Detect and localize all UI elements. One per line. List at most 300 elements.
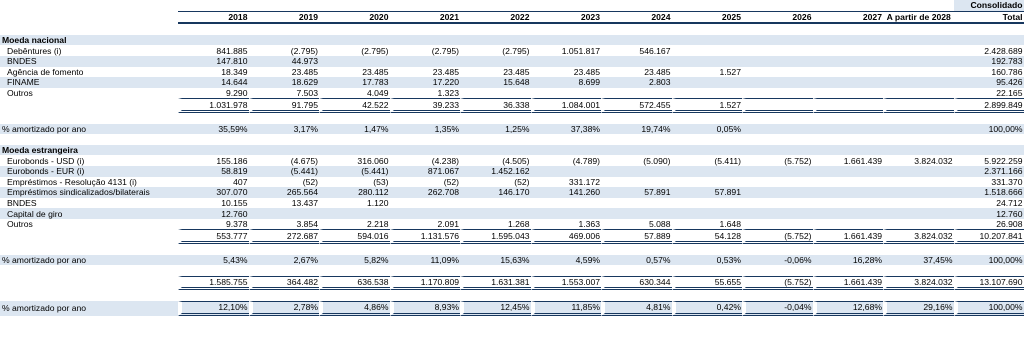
- percent-label: % amortizado por ano: [0, 301, 178, 316]
- value-cell: [813, 208, 884, 219]
- value-cell: [601, 208, 672, 219]
- subtotal-cell: 10.207.841: [954, 229, 1024, 244]
- value-cell: (2.795): [290, 45, 318, 56]
- value-cell: (4.238): [431, 155, 459, 166]
- empty-cell: [390, 113, 461, 124]
- value-cell: [531, 208, 602, 219]
- value-cell: (5.752): [784, 155, 812, 166]
- empty-cell: [883, 0, 954, 11]
- value-cell: [319, 56, 390, 67]
- value-cell: [742, 67, 813, 78]
- empty-cell: [601, 113, 672, 124]
- percent-cell: 100,00%: [954, 255, 1024, 266]
- empty-cell: [672, 265, 743, 276]
- year-header: 2027: [813, 11, 884, 25]
- value-cell: (4.505): [502, 155, 530, 166]
- empty-cell: [531, 0, 602, 11]
- empty-cell: [390, 134, 461, 145]
- value-cell: 23.485: [291, 66, 318, 77]
- empty-cell: [601, 134, 672, 145]
- empty-cell: [813, 290, 884, 301]
- empty-cell: [460, 145, 531, 156]
- percent-cell: 1,47%: [319, 124, 390, 135]
- empty-cell: [460, 244, 531, 255]
- percent-cell: 15,63%: [460, 255, 531, 266]
- consolidado-row: [0, 0, 1024, 11]
- year-header-row: [0, 11, 1024, 25]
- empty-cell: [460, 24, 531, 35]
- value-cell: 95.426: [954, 77, 1024, 88]
- subtotal-cell: 1.131.576: [390, 229, 461, 244]
- percent-cell: 5,82%: [319, 255, 390, 266]
- value-cell: [601, 166, 672, 177]
- value-cell: [742, 177, 813, 188]
- percent-cell: 2,78%: [249, 301, 320, 316]
- percent-label: % amortizado por ano: [0, 124, 178, 135]
- value-cell: 2.803: [601, 77, 672, 88]
- empty-cell: [742, 265, 813, 276]
- grand-total-cell: 1.170.809: [390, 276, 461, 291]
- value-cell: [531, 88, 602, 99]
- grand-total-cell: 1.631.381: [460, 276, 531, 291]
- empty-cell: [319, 244, 390, 255]
- value-cell: 1.120: [366, 197, 389, 208]
- spacer-row: [0, 134, 1024, 145]
- subtotal-cell: 272.687: [249, 229, 320, 244]
- subtotal-row: [0, 98, 1024, 113]
- subtotal-cell: 594.016: [319, 229, 390, 244]
- value-cell: 2.371.166: [954, 166, 1024, 177]
- value-cell: 4.049: [366, 88, 389, 99]
- data-row: [0, 88, 1024, 99]
- empty-cell: [672, 113, 743, 124]
- percent-cell: -0,04%: [742, 301, 813, 316]
- value-cell: [390, 198, 461, 209]
- empty-cell: [319, 24, 390, 35]
- data-row: [0, 166, 1024, 177]
- empty-cell: [178, 24, 249, 35]
- subtotal-cell: 572.455: [601, 98, 672, 113]
- empty-cell: [390, 145, 461, 156]
- row-label: Debêntures (i): [7, 45, 62, 56]
- value-cell: 1.268: [507, 219, 530, 230]
- data-row: [0, 208, 1024, 219]
- value-cell: [883, 56, 954, 67]
- value-cell: [742, 77, 813, 88]
- empty-cell: [319, 145, 390, 156]
- subtotal-cell: [813, 98, 884, 113]
- value-cell: [672, 166, 743, 177]
- percent-cell: 4,86%: [319, 301, 390, 316]
- empty-cell: [178, 113, 249, 124]
- percent-cell: 12,68%: [813, 301, 884, 316]
- empty-cell: [460, 113, 531, 124]
- empty-cell: [460, 134, 531, 145]
- year-header: 2020: [319, 11, 390, 25]
- empty-cell: [390, 35, 461, 46]
- value-cell: [742, 166, 813, 177]
- empty-cell: [178, 35, 249, 46]
- value-cell: 57.891: [601, 187, 672, 198]
- value-cell: 192.783: [954, 56, 1024, 67]
- empty-cell: [178, 145, 249, 156]
- value-cell: 17.783: [319, 77, 390, 88]
- value-cell: 44.973: [249, 56, 320, 67]
- empty-cell: [531, 290, 602, 301]
- data-row: [0, 56, 1024, 67]
- spacer-row: [0, 265, 1024, 276]
- empty-cell: [249, 290, 320, 301]
- empty-cell: [601, 265, 672, 276]
- subtotal-row: [0, 229, 1024, 244]
- value-cell: 26.908: [996, 219, 1023, 230]
- empty-cell: [672, 290, 743, 301]
- value-cell: 2.428.689: [984, 45, 1023, 56]
- value-cell: [813, 166, 884, 177]
- empty-cell: [954, 290, 1024, 301]
- data-row: [0, 45, 1024, 56]
- subtotal-cell: 54.128: [672, 229, 743, 244]
- empty-cell: [390, 265, 461, 276]
- subtotal-cell: 3.824.032: [883, 229, 954, 244]
- empty-cell: [601, 0, 672, 11]
- value-cell: [672, 208, 743, 219]
- empty-cell: [531, 145, 602, 156]
- subtotal-cell: 1.031.978: [178, 98, 249, 113]
- value-cell: [672, 88, 743, 99]
- value-cell: (2.795): [502, 45, 530, 56]
- value-cell: 24.712: [996, 197, 1023, 208]
- percent-cell: 3,17%: [249, 124, 320, 135]
- value-cell: 14.644: [178, 77, 249, 88]
- value-cell: [672, 198, 743, 209]
- value-cell: 12.760: [954, 208, 1024, 219]
- percent-cell: 35,59%: [178, 124, 249, 135]
- row-label: Empréstimos sindicalizados/bilaterais: [0, 187, 178, 198]
- empty-cell: [742, 113, 813, 124]
- empty-cell: [319, 35, 390, 46]
- empty-cell: [742, 290, 813, 301]
- value-cell: (5.090): [643, 155, 671, 166]
- value-cell: [813, 56, 884, 67]
- row-label: Agência de fomento: [7, 66, 84, 77]
- value-cell: 1.518.666: [954, 187, 1024, 198]
- value-cell: [742, 45, 813, 56]
- percent-cell: 100,00%: [954, 301, 1024, 316]
- value-cell: 1.661.439: [843, 155, 882, 166]
- empty-cell: [390, 290, 461, 301]
- value-cell: 160.786: [991, 66, 1023, 77]
- value-cell: 546.167: [639, 45, 671, 56]
- value-cell: 5.088: [648, 219, 671, 230]
- empty-cell: [601, 244, 672, 255]
- value-cell: [883, 45, 954, 56]
- percent-row: [0, 255, 1024, 266]
- percent-cell: 12,10%: [178, 301, 249, 316]
- value-cell: 8.699: [531, 77, 602, 88]
- value-cell: [883, 208, 954, 219]
- percent-cell: 100,00%: [954, 124, 1024, 135]
- value-cell: [813, 77, 884, 88]
- subtotal-cell: 39.233: [390, 98, 461, 113]
- value-cell: [460, 208, 531, 219]
- subtotal-cell: 1.595.043: [460, 229, 531, 244]
- value-cell: [813, 219, 884, 230]
- subtotal-cell: [742, 98, 813, 113]
- row-label: FINAME: [0, 77, 178, 88]
- empty-cell: [954, 35, 1024, 46]
- value-cell: 57.891: [672, 187, 743, 198]
- empty-cell: [249, 0, 320, 11]
- row-label: Eurobonds - EUR (i): [0, 166, 178, 177]
- empty-cell: [672, 134, 743, 145]
- empty-cell: [601, 145, 672, 156]
- value-cell: 9.378: [225, 219, 248, 230]
- value-cell: [531, 56, 602, 67]
- value-cell: (4.675): [290, 155, 318, 166]
- value-cell: 23.485: [503, 66, 530, 77]
- subtotal-cell: 42.522: [319, 98, 390, 113]
- value-cell: (5.441): [319, 166, 390, 177]
- empty-cell: [883, 244, 954, 255]
- empty-cell: [672, 35, 743, 46]
- empty-cell: [0, 113, 178, 124]
- grand-total-cell: 3.824.032: [883, 276, 954, 291]
- value-cell: 3.824.032: [914, 155, 953, 166]
- value-cell: [883, 187, 954, 198]
- value-cell: [813, 67, 884, 78]
- value-cell: 280.112: [319, 187, 390, 198]
- value-cell: [460, 88, 531, 99]
- value-cell: [531, 166, 602, 177]
- value-cell: [742, 56, 813, 67]
- percent-cell: 29,16%: [883, 301, 954, 316]
- empty-cell: [0, 11, 178, 25]
- empty-cell: [0, 0, 178, 11]
- year-header: 2022: [460, 11, 531, 25]
- section-heading-row: [0, 35, 1024, 46]
- grand-total-cell: 636.538: [319, 276, 390, 291]
- row-label: BNDES: [7, 197, 37, 208]
- value-cell: [672, 56, 743, 67]
- value-cell: 2.091: [437, 219, 459, 230]
- year-header: A partir de 2028: [883, 11, 954, 25]
- empty-cell: [742, 134, 813, 145]
- empty-cell: [390, 24, 461, 35]
- value-cell: 18.349: [221, 66, 248, 77]
- empty-cell: [0, 290, 178, 301]
- value-cell: [531, 198, 602, 209]
- percent-cell: 37,45%: [883, 255, 954, 266]
- year-header: 2023: [531, 11, 602, 25]
- value-cell: [883, 219, 954, 230]
- row-label: BNDES: [0, 56, 178, 67]
- value-cell: (5.411): [714, 155, 741, 166]
- spacer-row: [0, 244, 1024, 255]
- empty-cell: [531, 113, 602, 124]
- row-label: Eurobonds - USD (i): [7, 155, 85, 166]
- empty-cell: [460, 35, 531, 46]
- subtotal-label: [0, 98, 178, 113]
- value-cell: 23.485: [573, 66, 600, 77]
- value-cell: [672, 77, 743, 88]
- percent-cell: -0,06%: [742, 255, 813, 266]
- value-cell: 841.885: [216, 45, 248, 56]
- empty-cell: [319, 134, 390, 145]
- percent-cell: 0,42%: [672, 301, 743, 316]
- grand-total-cell: 1.553.007: [531, 276, 602, 291]
- value-cell: (5.441): [249, 166, 320, 177]
- subtotal-cell: 469.006: [531, 229, 602, 244]
- empty-cell: [954, 265, 1024, 276]
- value-cell: [813, 187, 884, 198]
- value-cell: [319, 208, 390, 219]
- value-cell: 141.260: [531, 187, 602, 198]
- value-cell: 23.485: [432, 66, 459, 77]
- empty-cell: [883, 113, 954, 124]
- value-cell: 1.051.817: [561, 45, 600, 56]
- empty-cell: [249, 35, 320, 46]
- empty-cell: [0, 244, 178, 255]
- value-cell: [672, 45, 743, 56]
- value-cell: (4.789): [572, 155, 600, 166]
- value-cell: 147.810: [178, 56, 249, 67]
- empty-cell: [460, 0, 531, 11]
- percent-cell: 12,45%: [460, 301, 531, 316]
- percent-cell: 1,25%: [460, 124, 531, 135]
- value-cell: (2.795): [361, 45, 389, 56]
- percent-cell: [813, 124, 884, 135]
- empty-cell: [319, 290, 390, 301]
- value-cell: (52): [514, 176, 530, 187]
- grand-total-cell: 630.344: [601, 276, 672, 291]
- empty-cell: [742, 35, 813, 46]
- subtotal-cell: (5.752): [742, 229, 813, 244]
- subtotal-cell: 2.899.849: [954, 98, 1024, 113]
- percent-cell: 4,81%: [601, 301, 672, 316]
- grand-total-label: [0, 276, 178, 291]
- value-cell: [601, 177, 672, 188]
- value-cell: 15.648: [460, 77, 531, 88]
- value-cell: [601, 198, 672, 209]
- value-cell: 18.629: [249, 77, 320, 88]
- empty-cell: [531, 24, 602, 35]
- value-cell: 307.070: [178, 187, 249, 198]
- value-cell: [460, 198, 531, 209]
- empty-cell: [178, 0, 249, 11]
- data-row: [0, 187, 1024, 198]
- year-header: Total: [954, 11, 1024, 25]
- value-cell: [813, 88, 884, 99]
- empty-cell: [954, 113, 1024, 124]
- empty-cell: [319, 265, 390, 276]
- empty-cell: [249, 134, 320, 145]
- empty-cell: [249, 265, 320, 276]
- value-cell: 3.854: [296, 219, 318, 230]
- value-cell: [672, 177, 743, 188]
- value-cell: 1.323: [437, 88, 459, 99]
- section-heading: Moeda estrangeira: [0, 145, 178, 156]
- percent-cell: [742, 124, 813, 135]
- year-header: 2018: [178, 11, 249, 25]
- data-row: [0, 198, 1024, 209]
- empty-cell: [0, 134, 178, 145]
- value-cell: [742, 198, 813, 209]
- subtotal-cell: 91.795: [249, 98, 320, 113]
- spacer-row: [0, 290, 1024, 301]
- empty-cell: [813, 0, 884, 11]
- value-cell: [742, 187, 813, 198]
- data-row: [0, 219, 1024, 230]
- empty-cell: [390, 244, 461, 255]
- empty-cell: [672, 24, 743, 35]
- empty-cell: [531, 134, 602, 145]
- section-heading: Moeda nacional: [0, 35, 178, 46]
- row-label: Outros: [7, 88, 33, 99]
- empty-cell: [883, 265, 954, 276]
- consolidado-title: Consolidado: [954, 0, 1024, 11]
- value-cell: [249, 208, 320, 219]
- empty-cell: [460, 290, 531, 301]
- data-row: [0, 155, 1024, 166]
- percent-cell: 11,85%: [531, 301, 602, 316]
- value-cell: 2.218: [366, 219, 389, 230]
- value-cell: [601, 56, 672, 67]
- empty-cell: [813, 24, 884, 35]
- empty-cell: [883, 134, 954, 145]
- empty-cell: [601, 290, 672, 301]
- value-cell: 10.155: [221, 197, 248, 208]
- empty-cell: [813, 145, 884, 156]
- percent-cell: 0,57%: [601, 255, 672, 266]
- empty-cell: [531, 35, 602, 46]
- empty-cell: [672, 244, 743, 255]
- empty-cell: [601, 24, 672, 35]
- value-cell: [460, 56, 531, 67]
- year-header: 2025: [672, 11, 743, 25]
- empty-cell: [672, 0, 743, 11]
- percent-cell: 5,43%: [178, 255, 249, 266]
- grand-total-cell: 364.482: [249, 276, 320, 291]
- value-cell: 331.370: [991, 176, 1023, 187]
- value-cell: 1.363: [578, 219, 600, 230]
- value-cell: [883, 67, 954, 78]
- subtotal-cell: 1.527: [672, 98, 743, 113]
- subtotal-label: [0, 229, 178, 244]
- value-cell: 22.165: [996, 88, 1023, 99]
- value-cell: [601, 88, 672, 99]
- spacer-row: [0, 113, 1024, 124]
- value-cell: [883, 198, 954, 209]
- percent-cell: 16,28%: [813, 255, 884, 266]
- grand-percent-row: [0, 301, 1024, 316]
- subtotal-cell: 57.889: [601, 229, 672, 244]
- value-cell: (52): [443, 176, 459, 187]
- value-cell: 871.067: [390, 166, 461, 177]
- percent-cell: 0,05%: [672, 124, 743, 135]
- empty-cell: [954, 24, 1024, 35]
- value-cell: [813, 198, 884, 209]
- percent-cell: 1,35%: [390, 124, 461, 135]
- empty-cell: [531, 265, 602, 276]
- value-cell: 23.485: [362, 66, 389, 77]
- grand-total-row: [0, 276, 1024, 291]
- value-cell: 316.060: [357, 155, 389, 166]
- data-row: [0, 77, 1024, 88]
- empty-cell: [601, 35, 672, 46]
- value-cell: 13.437: [291, 197, 318, 208]
- empty-cell: [249, 24, 320, 35]
